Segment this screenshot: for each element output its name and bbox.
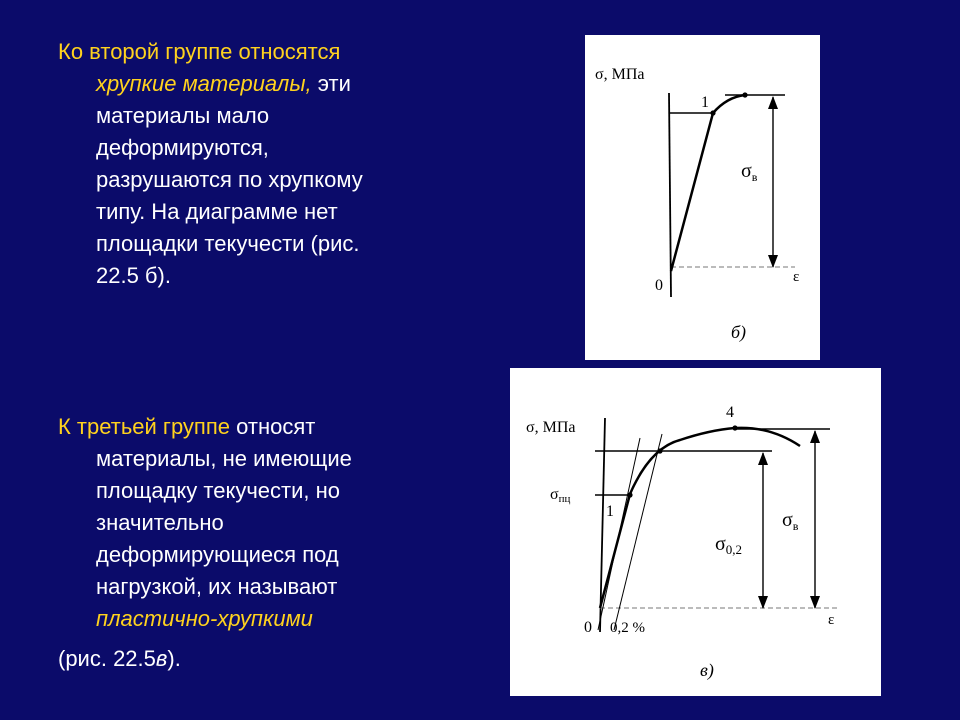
text-line bbox=[58, 643, 352, 675]
figure-plastic-brittle-diagram bbox=[510, 368, 881, 696]
text-run: ). bbox=[167, 646, 181, 671]
stress-strain-curve bbox=[600, 428, 800, 608]
text-line bbox=[58, 36, 363, 68]
sigma-pc-label: σпц bbox=[550, 486, 571, 505]
sigma-b-label: $\sigma_в$ bbox=[782, 509, 799, 533]
text-line bbox=[58, 260, 363, 292]
paragraph-plastic-brittle bbox=[58, 411, 352, 675]
plastic-brittle-stress-strain-svg bbox=[510, 368, 881, 696]
text-run: значительно bbox=[96, 510, 224, 535]
x-axis-label: ε bbox=[793, 269, 800, 285]
text-run: эти bbox=[311, 71, 351, 96]
text-line bbox=[58, 100, 363, 132]
text-line bbox=[58, 539, 352, 571]
y-axis-label: σ, МПа bbox=[595, 66, 645, 83]
text-run: хрупкие материалы, bbox=[96, 71, 312, 96]
text-line bbox=[58, 68, 363, 100]
text-run: 22.5 б). bbox=[96, 263, 171, 288]
text-line bbox=[58, 443, 352, 475]
arrow-head-top bbox=[810, 430, 820, 443]
point-4-label: 4 bbox=[726, 404, 734, 421]
stress-strain-curve bbox=[671, 95, 745, 271]
origin-label: 0 bbox=[584, 619, 592, 636]
brittle-stress-strain-svg bbox=[585, 35, 820, 360]
text-run: Ко второй группе относятся bbox=[58, 39, 341, 64]
text-run: в bbox=[155, 646, 168, 671]
text-run: материалы, не имеющие bbox=[96, 446, 352, 471]
text-line bbox=[58, 164, 363, 196]
text-line bbox=[58, 196, 363, 228]
y-axis-label: σ, МПа bbox=[526, 419, 576, 436]
text-run: К третьей группе bbox=[58, 414, 230, 439]
text-run: площадки текучести (рис. bbox=[96, 231, 360, 256]
text-line bbox=[58, 507, 352, 539]
arrow-head-bottom bbox=[758, 596, 768, 609]
text-line bbox=[58, 603, 352, 635]
arrow-head-bottom bbox=[768, 255, 778, 268]
paragraph-brittle bbox=[58, 36, 363, 292]
figure-caption: б) bbox=[731, 322, 747, 342]
text-run: относят bbox=[230, 414, 316, 439]
arrow-head-bottom bbox=[810, 596, 820, 609]
figure-caption: в) bbox=[700, 660, 714, 680]
offset-label: 0,2 % bbox=[610, 620, 645, 636]
text-run: (рис. 22.5 bbox=[58, 646, 156, 671]
y-axis bbox=[669, 93, 671, 297]
text-line bbox=[58, 132, 363, 164]
text-run: материалы мало bbox=[96, 103, 270, 128]
origin-label: 0 bbox=[655, 277, 663, 294]
text-line bbox=[58, 475, 352, 507]
point-4 bbox=[732, 425, 737, 430]
text-run: деформирующиеся под bbox=[96, 542, 339, 567]
point-1-label: 1 bbox=[701, 94, 709, 111]
text-run: пластично-хрупкими bbox=[96, 606, 313, 631]
text-run: разрушаются по хрупкому bbox=[96, 167, 363, 192]
arrow-head-top bbox=[768, 96, 778, 109]
text-run: деформируются, bbox=[96, 135, 269, 160]
figure-brittle-diagram bbox=[585, 35, 820, 360]
text-run: площадку текучести, но bbox=[96, 478, 340, 503]
x-axis-label: ε bbox=[828, 612, 835, 628]
text-line bbox=[58, 571, 352, 603]
text-run: нагрузкой, их называют bbox=[96, 574, 338, 599]
sigma-b-label: $\sigma_в$ bbox=[741, 160, 758, 184]
text-line bbox=[58, 411, 352, 443]
point-1-label: 1 bbox=[606, 503, 614, 520]
text-line bbox=[58, 228, 363, 260]
arrow-head-top bbox=[758, 452, 768, 465]
text-run: типу. На диаграмме нет bbox=[96, 199, 338, 224]
sigma-02-label: $\sigma_{0,2}$ bbox=[715, 533, 743, 557]
